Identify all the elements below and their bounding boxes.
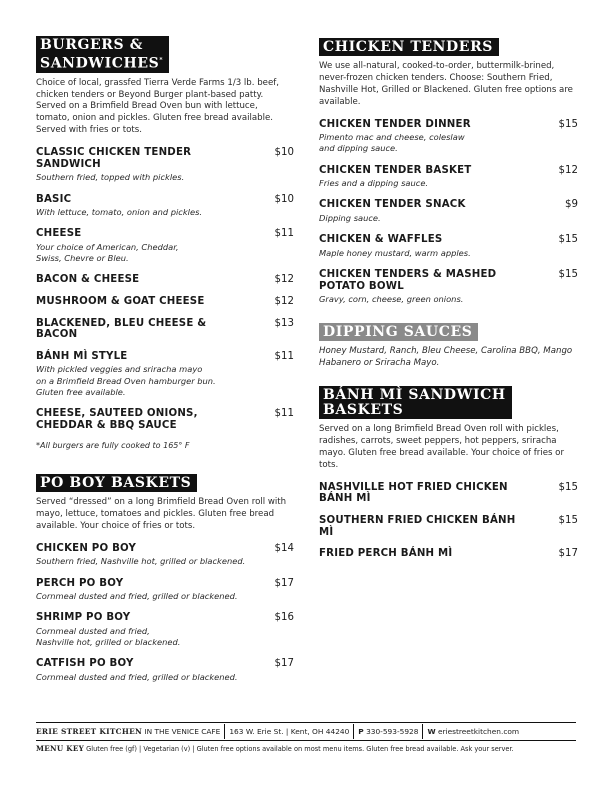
burgers-section [36,36,294,450]
menu-item [36,408,294,431]
menu-item-row [319,199,578,211]
menu-item-name: CHICKEN TENDER BASKET [319,164,472,176]
footer [36,722,576,753]
banhmi-description: Served on a long Brimfield Bread Oven roll with pickles, radishes, carrots, sweet peppers, hot peppers, sriracha mayo. Gluten free bread available. Your choice of fries or tots. [319,424,564,470]
left-column [36,36,294,683]
footer-contact-bar [36,722,576,741]
menu-item-row [36,318,294,341]
menu-item-description: Maple honey mustard, warm apples. [319,247,471,258]
banhmi-heading [319,386,512,419]
menu-item-name: NASHVILLE HOT FRIED CHICKEN BÁNH MÌ [319,481,508,505]
menu-item-name: MUSHROOM & GOAT CHEESE [36,295,205,307]
menu-item-row [36,228,294,240]
menu-item-row [36,612,294,624]
menu-item-name: SOUTHERN FRIED CHICKEN BÁNH MÌ [319,515,516,538]
footer-phone-cell [354,724,423,739]
menu-item-description: Cornmeal dusted and fried, grilled or blackened. [36,591,238,602]
menu-item-name: CLASSIC CHICKEN TENDER SANDWICH [36,147,192,170]
menu-item-name: BACON & CHEESE [36,274,140,286]
menu-item-name: CHICKEN PO BOY [36,542,137,554]
menu-item-row [319,119,578,131]
burgers-heading [36,36,169,73]
menu-item-name: CHEESE, SAUTEED ONIONS, CHEDDAR & BBQ SAUCE [36,407,198,431]
menu-item-price: $11 [274,228,294,240]
poboy-description: Served “dressed” on a long Brimfield Bread Oven roll with mayo, lettuce, tomatoes and pickles. Gluten free bread available. Your choice of fries or tots. [36,497,287,531]
menu-item [36,296,294,308]
footer-address: 163 W. Erie St. | Kent, OH 44240 [225,724,354,739]
footer-web-link[interactable]: eriestreetkitchen.com [437,727,520,736]
menu-key-text: Gluten free (gf) | Vegetarian (v) | Gluten free options available on most menu items. Gluten free bread available. Ask your server. [86,745,514,753]
menu-item-name: PERCH PO BOY [36,577,124,589]
menu-item-name: CHEESE [36,228,82,240]
burgers-title-line2: SANDWICHES [40,55,160,72]
menu-item-description: Fries and a dipping sauce. [319,178,429,189]
menu-item [319,482,578,505]
menu-item-name: CHICKEN & WAFFLES [319,234,443,246]
menu-item [319,548,578,560]
menu-item-description: Southern fried, Nashville hot, grilled or blackened. [36,556,246,567]
menu-item-row [36,578,294,590]
menu-item [36,228,294,264]
burgers-title-mark: * [159,57,164,64]
menu-item-price: $12 [558,164,578,176]
tenders-section [319,36,578,305]
poboy-section [36,472,294,683]
tenders-items [319,119,578,306]
menu-item-row [319,269,578,292]
footer-phone: 330-593-5928 [366,727,419,736]
menu-item-price: $9 [565,199,578,211]
menu-item-description: Cornmeal dusted and fried, grilled or blackened. [36,672,238,683]
burgers-items [36,147,294,431]
menu-item-name: BASIC [36,193,72,205]
menu-item-row [319,482,578,505]
menu-item-price: $10 [274,193,294,205]
menu-item-price: $12 [274,295,294,307]
footer-phone-label: P [358,727,364,736]
burgers-note: *All burgers are fully cooked to 165° F [36,441,190,451]
burgers-title-line1: BURGERS & [40,37,143,53]
poboy-items [36,543,294,683]
menu-item [36,147,294,183]
menu-item-description: Dipping sauce. [319,213,381,224]
menu-item-name: FRIED PERCH BÁNH MÌ [319,548,453,560]
menu-item-description: Southern fried, topped with pickles. [36,172,185,183]
menu-item-name: CATFISH PO BOY [36,658,134,670]
sauces-description: Honey Mustard, Ranch, Bleu Cheese, Carolina BBQ, Mango Habanero or Sriracha Mayo. [319,346,573,369]
menu-item [36,351,294,398]
menu-item-row [319,234,578,246]
menu-item-row [36,351,294,363]
menu-item-price: $15 [558,269,578,281]
menu-item-name: BLACKENED, BLEU CHEESE & BACON [36,317,207,341]
menu-item-price: $11 [274,350,294,362]
menu-item-price: $15 [558,118,578,130]
menu-item [319,165,578,190]
menu-item-price: $15 [558,234,578,246]
menu-item-name: SHRIMP PO BOY [36,612,131,624]
menu-item [319,269,578,305]
banhmi-items [319,482,578,560]
menu-item-row [36,194,294,206]
menu-item-description: Your choice of American, Cheddar, Swiss, Chevre or Bleu. [36,241,179,264]
menu-item-row [36,274,294,286]
menu-item-price: $17 [274,658,294,670]
menu-item [36,658,294,683]
footer-web-label: W [427,727,436,736]
menu-item-description: With lettuce, tomato, onion and pickles. [36,207,203,218]
menu-item-row [36,658,294,670]
menu-item-row [319,548,578,560]
footer-web-cell [423,724,523,739]
footer-brand-cell [36,724,225,739]
poboy-heading: PO BOY BASKETS [36,474,197,492]
menu-item [36,578,294,603]
sauces-section [319,321,578,370]
menu-key [36,744,576,753]
menu-item-price: $10 [274,147,294,159]
menu-item [36,194,294,219]
menu-item-price: $13 [274,317,294,329]
menu-item-row [36,296,294,308]
menu-item [319,119,578,155]
menu-item-description: With pickled veggies and sriracha mayo on a Brimfield Bread Oven hamburger bun. Gluten free available. [36,364,216,397]
menu-item-price: $15 [558,515,578,527]
sauces-heading: DIPPING SAUCES [319,323,478,341]
menu-item-name: BÁNH MÌ STYLE [36,350,128,362]
menu-item-name: CHICKEN TENDER DINNER [319,118,471,130]
menu-item-row [36,543,294,555]
menu-item-price: $14 [274,542,294,554]
footer-venue: IN THE VENICE CAFE [144,727,221,736]
menu-item-price: $16 [274,612,294,624]
footer-brand: ERIE STREET KITCHEN [36,727,143,736]
banhmi-title-line2: BASKETS [323,402,404,419]
menu-item [36,274,294,286]
tenders-heading: CHICKEN TENDERS [319,38,499,56]
menu-item [36,612,294,648]
menu-item-description: Gravy, corn, cheese, green onions. [319,294,464,305]
menu-item-price: $17 [274,577,294,589]
menu-item-name: CHICKEN TENDER SNACK [319,199,466,211]
menu-item-name: CHICKEN TENDERS & MASHED POTATO BOWL [319,269,497,292]
menu-item-description: Pimento mac and cheese, coleslaw and dipping sauce. [319,132,465,154]
banhmi-title-line1: BÁNH MÌ SANDWICH [323,387,506,404]
tenders-description: We use all-natural, cooked-to-order, buttermilk-brined, never-frozen chicken tenders. Choose: Southern Fried, Nashville Hot, Grilled or Blackened. Gluten free options are available. [319,61,573,107]
menu-item-description: Cornmeal dusted and fried, Nashville hot, grilled or blackened. [36,626,181,648]
menu-item [319,515,578,538]
burgers-description: Choice of local, grassfed Tierra Verde Farms 1/3 lb. beef, chicken tenders or Beyond Burger plant-based patty. Served on a Brimfield Bread Oven bun with lettuce, tomato, onion and pickles. Gluten free bread available. Served with fries or tots. [36,77,280,136]
menu-item-price: $17 [558,548,578,560]
menu-item [36,543,294,568]
menu-item-price: $15 [558,481,578,493]
menu-item-row [36,147,294,170]
menu-item-price: $12 [274,274,294,286]
menu-item-row [319,515,578,538]
menu-item-price: $11 [274,407,294,419]
menu-item [36,318,294,341]
banhmi-section [319,386,578,560]
menu-item-row [319,165,578,177]
menu-item [319,234,578,259]
menu-item-row [36,408,294,431]
menu-item [319,199,578,224]
menu-key-label: MENU KEY [36,744,85,753]
right-column [319,36,578,560]
